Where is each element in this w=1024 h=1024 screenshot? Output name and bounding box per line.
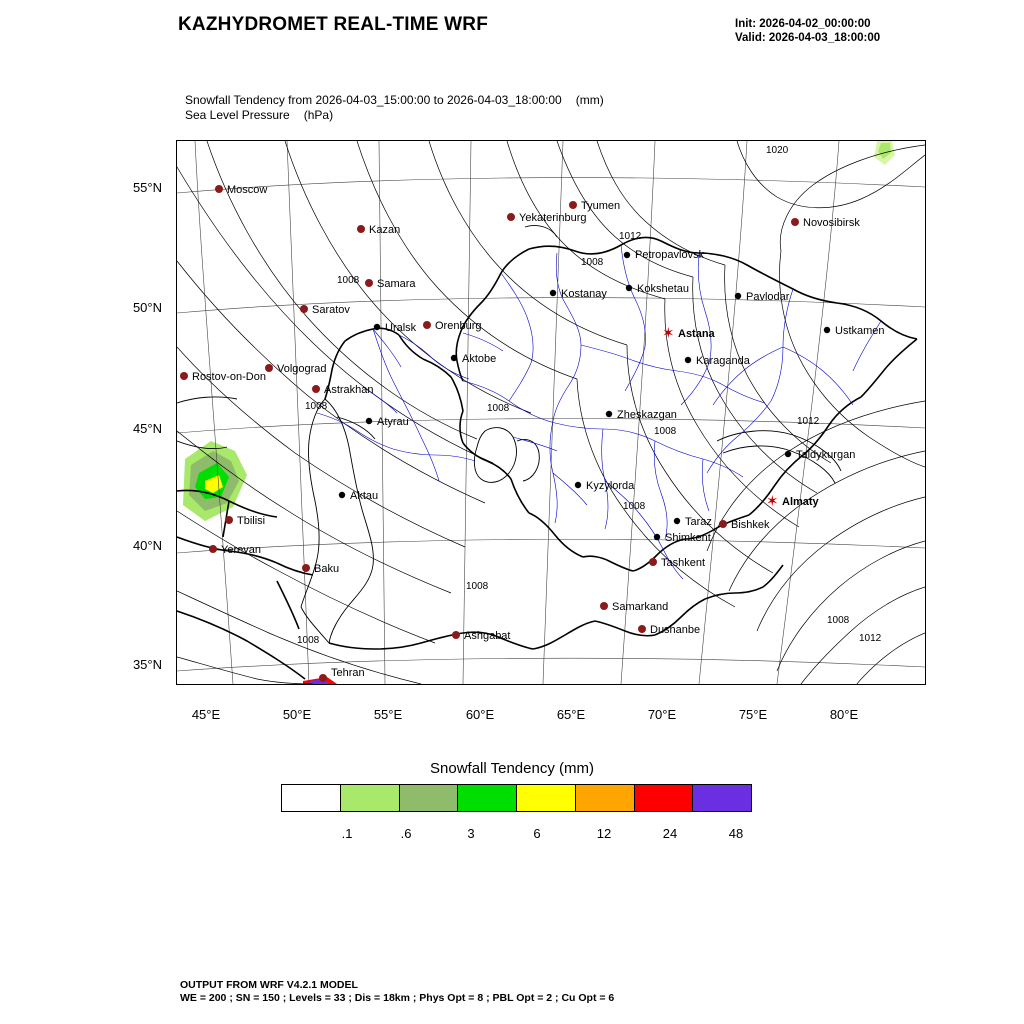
city-dot-icon bbox=[507, 213, 515, 221]
city-label: Yerevan bbox=[221, 544, 261, 556]
city-label: Uralsk bbox=[385, 322, 417, 334]
city-label: Tehran bbox=[331, 667, 365, 679]
city-dot-icon bbox=[374, 324, 380, 330]
city-dot-icon bbox=[452, 631, 460, 639]
city-dot-icon bbox=[685, 357, 691, 363]
city-label: Novosibirsk bbox=[803, 217, 860, 229]
snowfall-range-text: Snowfall Tendency from 2026-04-03_15:00:00 to 2026-04-03_18:00:00 bbox=[185, 93, 562, 107]
city-dot-icon bbox=[180, 372, 188, 380]
color-swatch-3 bbox=[458, 785, 517, 811]
city-dot-icon bbox=[649, 558, 657, 566]
color-swatch-0 bbox=[282, 785, 341, 811]
color-swatch-5 bbox=[576, 785, 635, 811]
cb-tick-5: 24 bbox=[662, 826, 678, 841]
city-dot-icon bbox=[719, 520, 727, 528]
subtitle-line-1 bbox=[185, 93, 604, 108]
city-label: Yekaterinburg bbox=[519, 212, 587, 224]
city-label: Tyumen bbox=[581, 200, 621, 212]
city-label: Dushanbe bbox=[650, 624, 701, 636]
city-dot-icon bbox=[654, 534, 660, 540]
city-dot-icon bbox=[215, 185, 223, 193]
svg-text:1008: 1008 bbox=[337, 275, 360, 286]
city-marker bbox=[569, 200, 620, 212]
svg-text:1008: 1008 bbox=[466, 581, 489, 592]
city-marker bbox=[606, 409, 677, 421]
city-dot-icon bbox=[302, 564, 310, 572]
cb-tick-6: 48 bbox=[728, 826, 744, 841]
city-dot-icon bbox=[735, 293, 741, 299]
svg-text:1008: 1008 bbox=[297, 635, 320, 646]
city-marker bbox=[766, 493, 820, 510]
city-dot-icon bbox=[791, 218, 799, 226]
city-label: Kazan bbox=[369, 224, 401, 236]
city-label: Aktobe bbox=[462, 353, 497, 365]
city-marker bbox=[365, 278, 416, 290]
city-dot-icon bbox=[357, 225, 365, 233]
city-label: Petropavlovsk bbox=[635, 249, 705, 261]
lon-label-55e: 55°E bbox=[373, 707, 403, 722]
color-swatch-6 bbox=[635, 785, 694, 811]
city-dot-icon bbox=[638, 625, 646, 633]
city-label: Karaganda bbox=[696, 355, 750, 367]
city-label: Kostanay bbox=[561, 288, 607, 300]
city-dot-icon bbox=[575, 482, 581, 488]
city-label: Tbilisi bbox=[237, 515, 266, 527]
city-dot-icon bbox=[312, 385, 320, 393]
city-marker bbox=[638, 624, 700, 636]
lon-label-70e: 70°E bbox=[647, 707, 677, 722]
color-swatch-7 bbox=[693, 785, 751, 811]
city-marker bbox=[662, 325, 716, 342]
color-swatch-4 bbox=[517, 785, 576, 811]
city-marker bbox=[209, 544, 261, 556]
cb-tick-1: .6 bbox=[400, 826, 412, 841]
color-scale-bar bbox=[281, 784, 752, 812]
city-marker bbox=[300, 304, 350, 316]
city-dot-icon bbox=[366, 418, 372, 424]
city-marker bbox=[507, 212, 586, 224]
page-title: KAZHYDROMET REAL-TIME WRF bbox=[178, 14, 489, 35]
city-marker bbox=[423, 320, 481, 332]
city-marker bbox=[265, 363, 327, 375]
city-dot-icon bbox=[265, 364, 273, 372]
city-label: Shimkent bbox=[665, 532, 711, 544]
city-label: Orenburg bbox=[435, 320, 482, 332]
color-swatch-2 bbox=[400, 785, 459, 811]
init-time: Init: 2026-04-02_00:00:00 bbox=[735, 18, 871, 30]
svg-text:1008: 1008 bbox=[623, 501, 646, 512]
city-marker bbox=[452, 630, 510, 642]
city-dot-icon bbox=[824, 327, 830, 333]
lat-label-40n: 40°N bbox=[132, 538, 162, 553]
lat-label-55n: 55°N bbox=[132, 180, 162, 195]
city-marker bbox=[824, 325, 885, 337]
city-dot-icon bbox=[209, 545, 217, 553]
city-dot-icon bbox=[451, 355, 457, 361]
city-marker bbox=[674, 516, 712, 528]
city-dot-icon bbox=[225, 516, 233, 524]
city-label: Atyrau bbox=[377, 416, 409, 428]
snowfall-units: (mm) bbox=[575, 93, 604, 107]
city-label: Baku bbox=[314, 563, 340, 575]
lat-label-45n: 45°N bbox=[132, 421, 162, 436]
city-label: Saratov bbox=[312, 304, 350, 316]
city-marker bbox=[575, 480, 635, 492]
city-dot-icon bbox=[300, 305, 308, 313]
city-label: Moscow bbox=[227, 184, 268, 196]
city-marker bbox=[719, 519, 770, 531]
city-dot-icon bbox=[319, 674, 327, 682]
lon-label-80e: 80°E bbox=[829, 707, 859, 722]
coastlines bbox=[177, 225, 841, 643]
city-marker bbox=[685, 355, 751, 367]
city-dot-icon bbox=[600, 602, 608, 610]
city-label: Kokshetau bbox=[637, 283, 689, 295]
city-label: Astana bbox=[678, 328, 715, 340]
city-label: Kyzylorda bbox=[586, 480, 635, 492]
slp-text: Sea Level Pressure bbox=[185, 108, 290, 122]
lat-label-35n: 35°N bbox=[132, 657, 162, 672]
svg-text:1012: 1012 bbox=[797, 416, 820, 427]
city-marker bbox=[215, 184, 267, 196]
city-dot-icon bbox=[626, 285, 632, 291]
city-marker bbox=[624, 249, 705, 261]
slp-units: (hPa) bbox=[303, 108, 334, 122]
lon-label-45e: 45°E bbox=[191, 707, 221, 722]
city-label: Taldykurgan bbox=[796, 449, 856, 461]
model-footer bbox=[180, 979, 614, 1005]
city-label: Bishkek bbox=[731, 519, 770, 531]
svg-text:1020: 1020 bbox=[766, 145, 789, 156]
footer-line-2: WE = 200 ; SN = 150 ; Levels = 33 ; Dis = 18km ; Phys Opt = 8 ; PBL Opt = 2 ; Cu Opt = 6 bbox=[180, 992, 615, 1004]
cb-tick-2: 3 bbox=[467, 826, 475, 841]
city-label: Taraz bbox=[685, 516, 712, 528]
city-dot-icon bbox=[569, 201, 577, 209]
cb-tick-3: 6 bbox=[533, 826, 541, 841]
city-label: Volgograd bbox=[277, 363, 327, 375]
svg-text:1008: 1008 bbox=[487, 403, 510, 414]
city-label: Ashgabat bbox=[464, 630, 511, 642]
city-marker bbox=[785, 449, 856, 461]
city-dot-icon bbox=[785, 451, 791, 457]
city-marker bbox=[180, 371, 266, 383]
subtitle-line-2 bbox=[185, 108, 604, 123]
city-marker bbox=[654, 532, 711, 544]
city-marker bbox=[600, 601, 668, 613]
city-marker bbox=[550, 288, 608, 300]
city-dot-icon bbox=[365, 279, 373, 287]
city-label: Aktau bbox=[350, 490, 379, 502]
svg-text:1012: 1012 bbox=[619, 231, 642, 242]
lon-label-50e: 50°E bbox=[282, 707, 312, 722]
color-swatch-1 bbox=[341, 785, 400, 811]
svg-text:1008: 1008 bbox=[827, 615, 850, 626]
city-marker bbox=[225, 515, 265, 527]
lon-label-65e: 65°E bbox=[556, 707, 586, 722]
city-layer bbox=[180, 184, 885, 682]
footer-line-1: OUTPUT FROM WRF V4.2.1 MODEL bbox=[180, 979, 358, 991]
lat-label-50n: 50°N bbox=[132, 300, 162, 315]
city-label: Tashkent bbox=[661, 557, 706, 569]
subtitle-block bbox=[185, 93, 604, 123]
city-marker bbox=[791, 217, 860, 229]
city-label: Almaty bbox=[782, 496, 819, 508]
city-dot-icon bbox=[339, 492, 345, 498]
city-marker bbox=[319, 667, 365, 682]
cb-tick-4: 12 bbox=[596, 826, 612, 841]
city-label: Samara bbox=[377, 278, 416, 290]
weather-map[interactable] bbox=[176, 140, 926, 685]
city-label: Pavlodar bbox=[746, 291, 790, 303]
city-label: Astrakhan bbox=[324, 384, 374, 396]
cb-tick-0: .1 bbox=[341, 826, 353, 841]
svg-text:1008: 1008 bbox=[581, 257, 604, 268]
city-marker bbox=[357, 224, 400, 236]
legend-title: Snowfall Tendency (mm) bbox=[430, 760, 594, 777]
city-label: Ustkamen bbox=[835, 325, 885, 337]
city-dot-icon bbox=[624, 252, 630, 258]
color-scale-ticks bbox=[281, 826, 752, 846]
city-label: Zheskazgan bbox=[617, 409, 677, 421]
svg-text:1008: 1008 bbox=[305, 401, 328, 412]
city-dot-icon bbox=[423, 321, 431, 329]
lon-label-60e: 60°E bbox=[465, 707, 495, 722]
city-dot-icon bbox=[606, 411, 612, 417]
city-marker bbox=[649, 557, 705, 569]
city-dot-icon bbox=[674, 518, 680, 524]
capital-star-icon: ✶ bbox=[766, 493, 779, 510]
svg-text:1008: 1008 bbox=[654, 426, 677, 437]
capital-star-icon: ✶ bbox=[662, 325, 675, 342]
init-valid-block bbox=[735, 17, 880, 45]
city-marker bbox=[339, 490, 378, 502]
svg-text:1012: 1012 bbox=[859, 633, 882, 644]
city-dot-icon bbox=[550, 290, 556, 296]
city-label: Rostov-on-Don bbox=[192, 371, 266, 383]
valid-time: Valid: 2026-04-03_18:00:00 bbox=[735, 32, 881, 44]
city-marker bbox=[312, 384, 374, 396]
lon-label-75e: 75°E bbox=[738, 707, 768, 722]
city-marker bbox=[735, 291, 790, 303]
city-label: Samarkand bbox=[612, 601, 669, 613]
